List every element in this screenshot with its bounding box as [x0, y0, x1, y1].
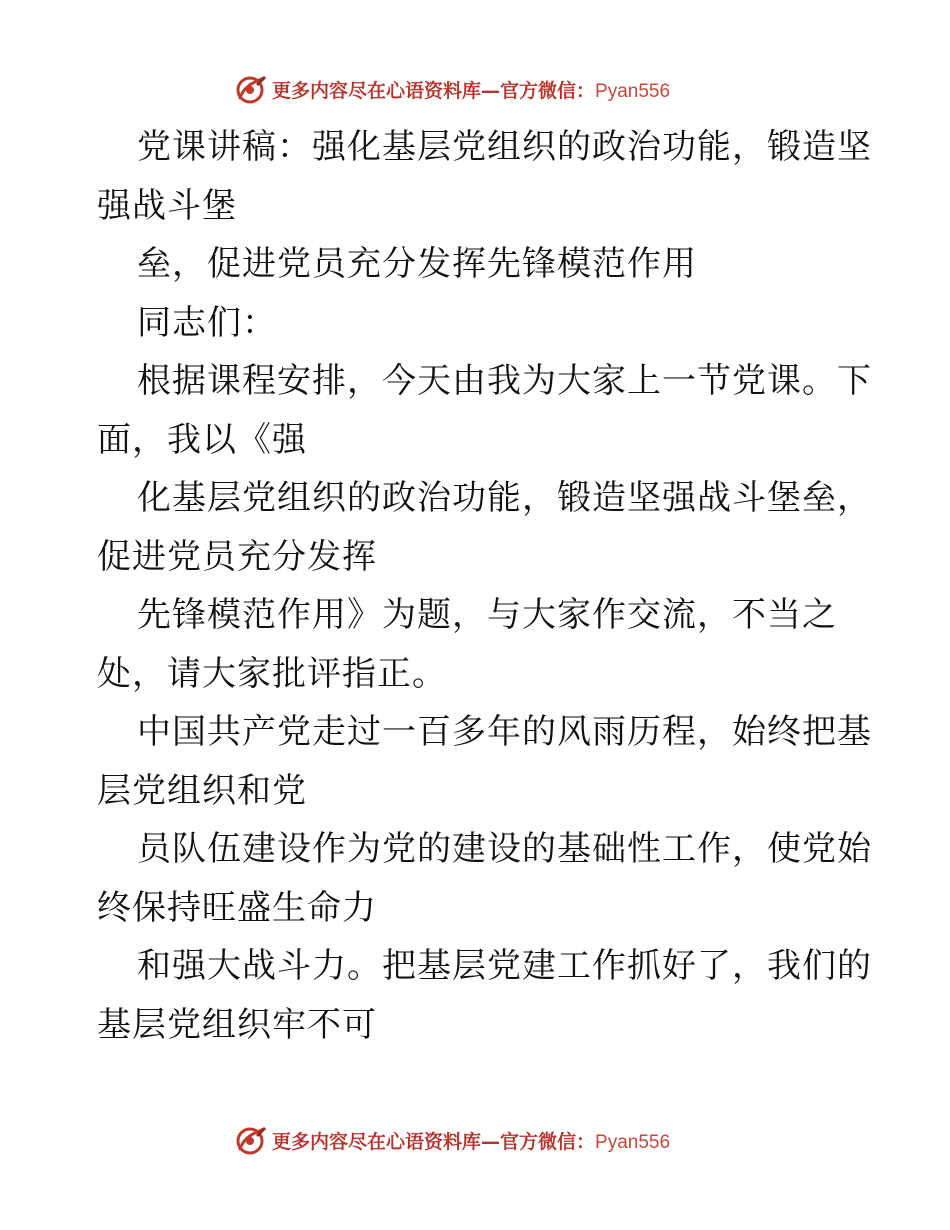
text-line: 促进党员充分发挥 — [97, 536, 377, 577]
text-line: 面，我以《强 — [97, 419, 307, 460]
header-banner — [234, 72, 670, 106]
text-line: 中国共产党走过一百多年的风雨历程，始终把基 — [137, 712, 872, 752]
text-line: 垒，促进党员充分发挥先锋模范作用 — [137, 244, 697, 284]
text-line: 同志们： — [137, 302, 277, 343]
text-line: 和强大战斗力。把基层党建工作抓好了，我们的 — [137, 946, 872, 986]
banner-text-cn: 更多内容尽在心语资料库—官方微信： — [272, 1130, 596, 1153]
text-line: 终保持旺盛生命力 — [97, 887, 377, 928]
text-line: 根据课程安排，今天由我为大家上一节党课。下 — [137, 361, 872, 401]
text-line: 化基层党组织的政治功能，锻造坚强战斗堡垒， — [137, 478, 872, 518]
red-pen-swirl-logo-icon — [234, 72, 268, 106]
footer-banner — [234, 1123, 670, 1157]
banner-text — [272, 76, 670, 103]
red-pen-swirl-logo-icon — [234, 1123, 268, 1157]
banner-text — [272, 1127, 670, 1154]
text-line: 党课讲稿：强化基层党组织的政治功能，锻造坚 — [137, 127, 872, 167]
text-line: 先锋模范作用》为题，与大家作交流，不当之 — [137, 595, 837, 635]
text-line: 员队伍建设作为党的建设的基础性工作，使党始 — [137, 829, 872, 869]
banner-text-cn: 更多内容尽在心语资料库—官方微信： — [272, 79, 596, 102]
banner-wechat-id: Pyan556 — [595, 1131, 671, 1153]
banner-wechat-id: Pyan556 — [595, 80, 671, 102]
text-line: 基层党组织牢不可 — [97, 1004, 377, 1045]
document-body — [97, 118, 872, 1054]
text-line: 强战斗堡 — [97, 185, 237, 226]
text-line: 层党组织和党 — [97, 770, 307, 811]
text-line: 处，请大家批评指正。 — [97, 653, 447, 694]
